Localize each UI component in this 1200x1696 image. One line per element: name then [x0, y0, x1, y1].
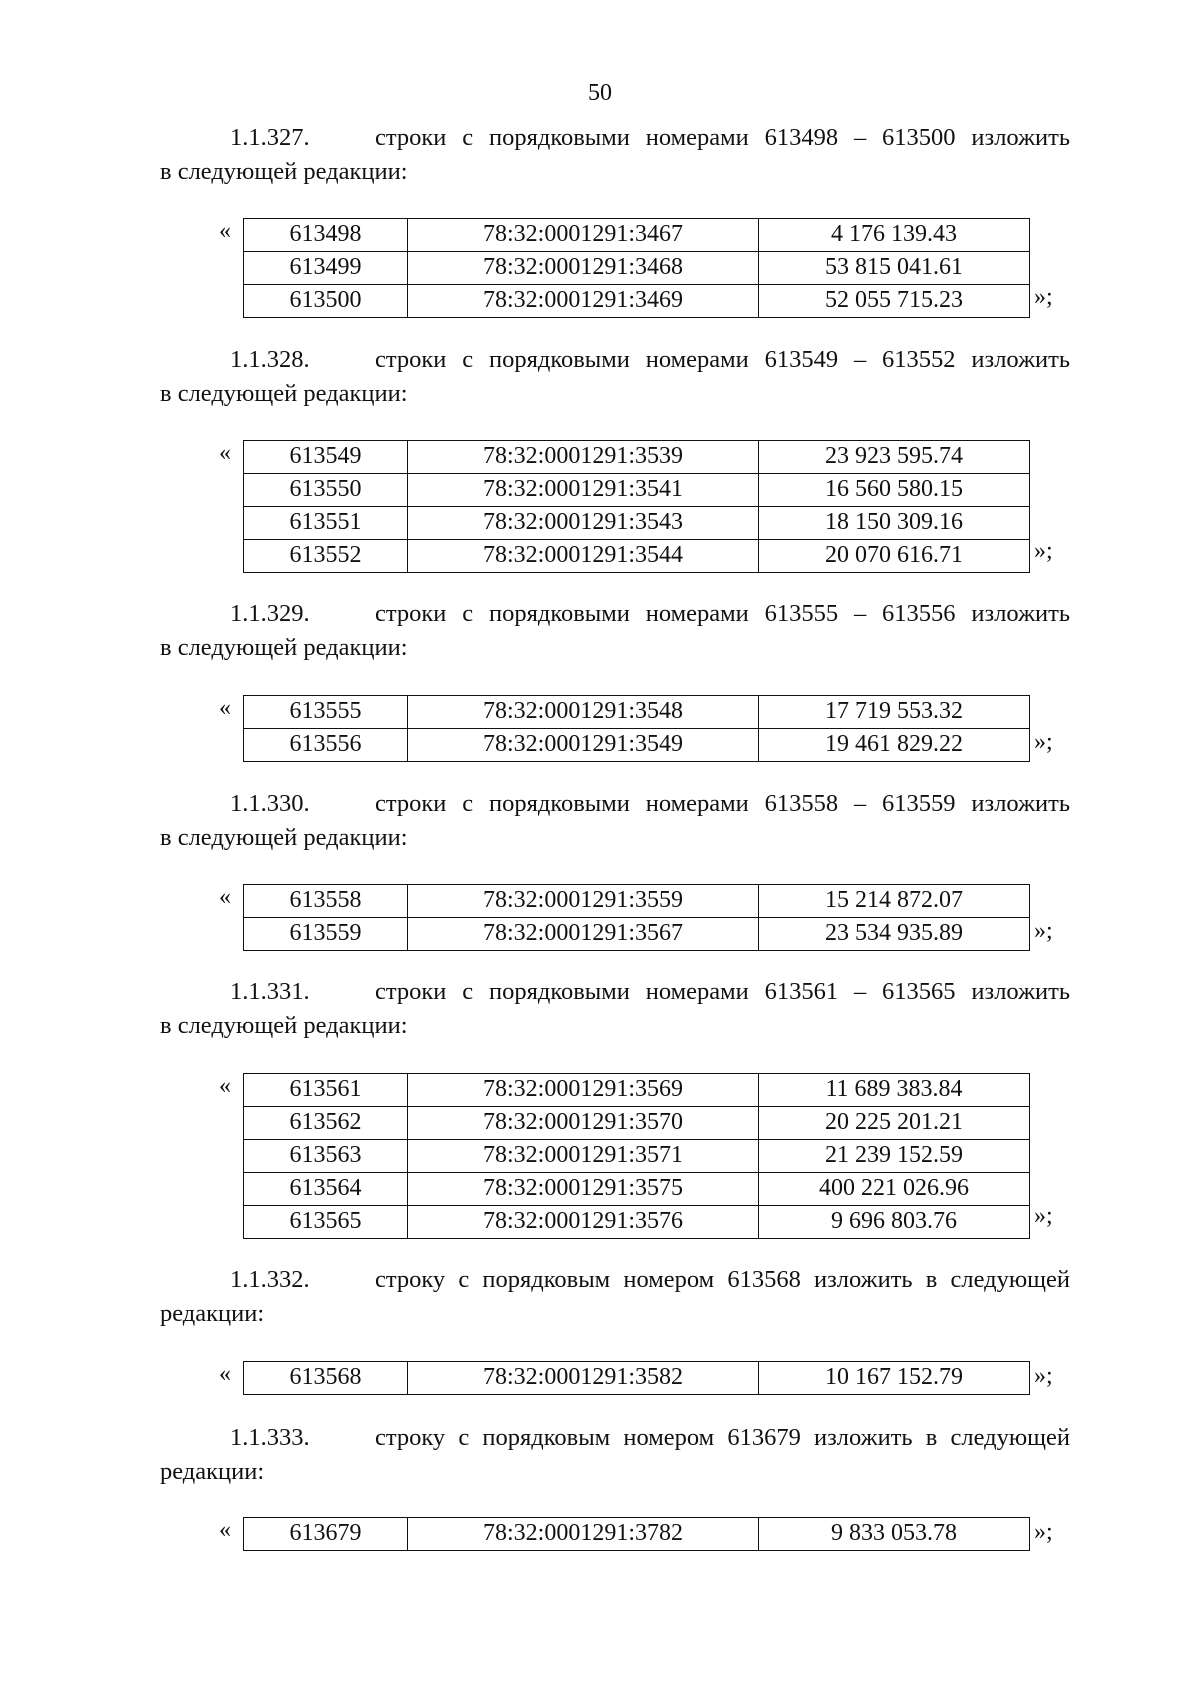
- cadastral-value: 15 214 872.07: [759, 885, 1030, 918]
- row-ordinal-number: 613679: [244, 1518, 408, 1551]
- cadastral-number: 78:32:0001291:3571: [408, 1140, 759, 1173]
- table-row: [244, 1173, 1030, 1206]
- cadastral-number: 78:32:0001291:3543: [408, 507, 759, 540]
- replacement-table: [243, 884, 1030, 951]
- opening-quote: «: [219, 440, 231, 466]
- replacement-table: [243, 695, 1030, 762]
- cadastral-value: 23 534 935.89: [759, 918, 1030, 951]
- cadastral-value: 53 815 041.61: [759, 252, 1030, 285]
- item-text: строки с порядковыми номерами 613498 – 613500 изложить: [375, 124, 1070, 151]
- replacement-table: [243, 1361, 1030, 1395]
- item-text: строку с порядковым номером 613568 изложить в следующей: [375, 1266, 1070, 1293]
- row-ordinal-number: 613555: [244, 696, 408, 729]
- cadastral-number: 78:32:0001291:3544: [408, 540, 759, 573]
- cadastral-value: 16 560 580.15: [759, 474, 1030, 507]
- amendment-item: [0, 1266, 1200, 1334]
- closing-quote: »;: [1034, 918, 1053, 944]
- cadastral-number: 78:32:0001291:3570: [408, 1107, 759, 1140]
- closing-quote: »;: [1034, 1519, 1053, 1545]
- table-row: [244, 918, 1030, 951]
- item-number: 1.1.331.: [230, 978, 310, 1005]
- amendment-item: [0, 346, 1200, 414]
- replacement-table: [243, 1517, 1030, 1551]
- table-row: [244, 474, 1030, 507]
- cadastral-value: 9 833 053.78: [759, 1518, 1030, 1551]
- table-row: [244, 1206, 1030, 1239]
- amendment-item: [0, 600, 1200, 668]
- table-row: [244, 729, 1030, 762]
- row-ordinal-number: 613561: [244, 1074, 408, 1107]
- row-ordinal-number: 613556: [244, 729, 408, 762]
- cadastral-value: 20 225 201.21: [759, 1107, 1030, 1140]
- opening-quote: «: [219, 1361, 231, 1387]
- amendment-item: [0, 978, 1200, 1046]
- table-row: [244, 885, 1030, 918]
- item-text-continuation: редакции:: [160, 1300, 265, 1327]
- item-text-continuation: в следующей редакции:: [160, 158, 408, 185]
- closing-quote: »;: [1034, 1203, 1053, 1229]
- cadastral-number: 78:32:0001291:3782: [408, 1518, 759, 1551]
- replacement-table: [243, 440, 1030, 573]
- opening-quote: «: [219, 218, 231, 244]
- table-row: [244, 1107, 1030, 1140]
- item-number: 1.1.327.: [230, 124, 310, 151]
- row-ordinal-number: 613499: [244, 252, 408, 285]
- cadastral-number: 78:32:0001291:3539: [408, 441, 759, 474]
- item-text-continuation: в следующей редакции:: [160, 634, 408, 661]
- cadastral-value: 10 167 152.79: [759, 1362, 1030, 1395]
- cadastral-value: 17 719 553.32: [759, 696, 1030, 729]
- cadastral-value: 21 239 152.59: [759, 1140, 1030, 1173]
- opening-quote: «: [219, 695, 231, 721]
- cadastral-number: 78:32:0001291:3548: [408, 696, 759, 729]
- row-ordinal-number: 613558: [244, 885, 408, 918]
- row-ordinal-number: 613551: [244, 507, 408, 540]
- row-ordinal-number: 613568: [244, 1362, 408, 1395]
- cadastral-value: 9 696 803.76: [759, 1206, 1030, 1239]
- cadastral-value: 23 923 595.74: [759, 441, 1030, 474]
- page-number: 50: [588, 80, 612, 106]
- cadastral-number: 78:32:0001291:3567: [408, 918, 759, 951]
- row-ordinal-number: 613550: [244, 474, 408, 507]
- cadastral-number: 78:32:0001291:3467: [408, 219, 759, 252]
- item-text-continuation: редакции:: [160, 1458, 265, 1485]
- cadastral-value: 18 150 309.16: [759, 507, 1030, 540]
- amendment-heading: [0, 1266, 1200, 1300]
- cadastral-number: 78:32:0001291:3575: [408, 1173, 759, 1206]
- cadastral-value: 20 070 616.71: [759, 540, 1030, 573]
- row-ordinal-number: 613549: [244, 441, 408, 474]
- row-ordinal-number: 613564: [244, 1173, 408, 1206]
- row-ordinal-number: 613559: [244, 918, 408, 951]
- cadastral-number: 78:32:0001291:3541: [408, 474, 759, 507]
- row-ordinal-number: 613563: [244, 1140, 408, 1173]
- row-ordinal-number: 613565: [244, 1206, 408, 1239]
- table-row: [244, 252, 1030, 285]
- item-number: 1.1.330.: [230, 790, 310, 817]
- cadastral-number: 78:32:0001291:3576: [408, 1206, 759, 1239]
- table-row: [244, 696, 1030, 729]
- cadastral-number: 78:32:0001291:3468: [408, 252, 759, 285]
- item-text: строки с порядковыми номерами 613558 – 613559 изложить: [375, 790, 1070, 817]
- cadastral-value: 19 461 829.22: [759, 729, 1030, 762]
- amendment-heading: [0, 346, 1200, 380]
- cadastral-value: 52 055 715.23: [759, 285, 1030, 318]
- closing-quote: »;: [1034, 1363, 1053, 1389]
- row-ordinal-number: 613562: [244, 1107, 408, 1140]
- item-text-continuation: в следующей редакции:: [160, 1012, 408, 1039]
- table-row: [244, 1140, 1030, 1173]
- item-text: строку с порядковым номером 613679 изложить в следующей: [375, 1424, 1070, 1451]
- cadastral-value: 4 176 139.43: [759, 219, 1030, 252]
- row-ordinal-number: 613500: [244, 285, 408, 318]
- item-number: 1.1.329.: [230, 600, 310, 627]
- row-ordinal-number: 613498: [244, 219, 408, 252]
- cadastral-value: 11 689 383.84: [759, 1074, 1030, 1107]
- cadastral-number: 78:32:0001291:3549: [408, 729, 759, 762]
- item-text-continuation: в следующей редакции:: [160, 824, 408, 851]
- item-text: строки с порядковыми номерами 613549 – 613552 изложить: [375, 346, 1070, 373]
- amendment-item: [0, 124, 1200, 192]
- amendment-heading: [0, 600, 1200, 634]
- amendment-heading: [0, 978, 1200, 1012]
- table-row: [244, 1518, 1030, 1551]
- item-number: 1.1.332.: [230, 1266, 310, 1293]
- closing-quote: »;: [1034, 538, 1053, 564]
- table-row: [244, 540, 1030, 573]
- item-number: 1.1.328.: [230, 346, 310, 373]
- amendment-item: [0, 790, 1200, 858]
- table-row: [244, 507, 1030, 540]
- closing-quote: »;: [1034, 729, 1053, 755]
- cadastral-number: 78:32:0001291:3559: [408, 885, 759, 918]
- item-text: строки с порядковыми номерами 613561 – 613565 изложить: [375, 978, 1070, 1005]
- cadastral-value: 400 221 026.96: [759, 1173, 1030, 1206]
- cadastral-number: 78:32:0001291:3582: [408, 1362, 759, 1395]
- amendment-item: [0, 1424, 1200, 1492]
- item-text-continuation: в следующей редакции:: [160, 380, 408, 407]
- table-row: [244, 219, 1030, 252]
- item-number: 1.1.333.: [230, 1424, 310, 1451]
- opening-quote: «: [219, 1073, 231, 1099]
- opening-quote: «: [219, 884, 231, 910]
- table-row: [244, 1074, 1030, 1107]
- table-row: [244, 441, 1030, 474]
- row-ordinal-number: 613552: [244, 540, 408, 573]
- cadastral-number: 78:32:0001291:3469: [408, 285, 759, 318]
- amendment-heading: [0, 124, 1200, 158]
- item-text: строки с порядковыми номерами 613555 – 613556 изложить: [375, 600, 1070, 627]
- opening-quote: «: [219, 1517, 231, 1543]
- table-row: [244, 285, 1030, 318]
- replacement-table: [243, 218, 1030, 318]
- cadastral-number: 78:32:0001291:3569: [408, 1074, 759, 1107]
- amendment-heading: [0, 790, 1200, 824]
- replacement-table: [243, 1073, 1030, 1239]
- amendment-heading: [0, 1424, 1200, 1458]
- table-row: [244, 1362, 1030, 1395]
- closing-quote: »;: [1034, 284, 1053, 310]
